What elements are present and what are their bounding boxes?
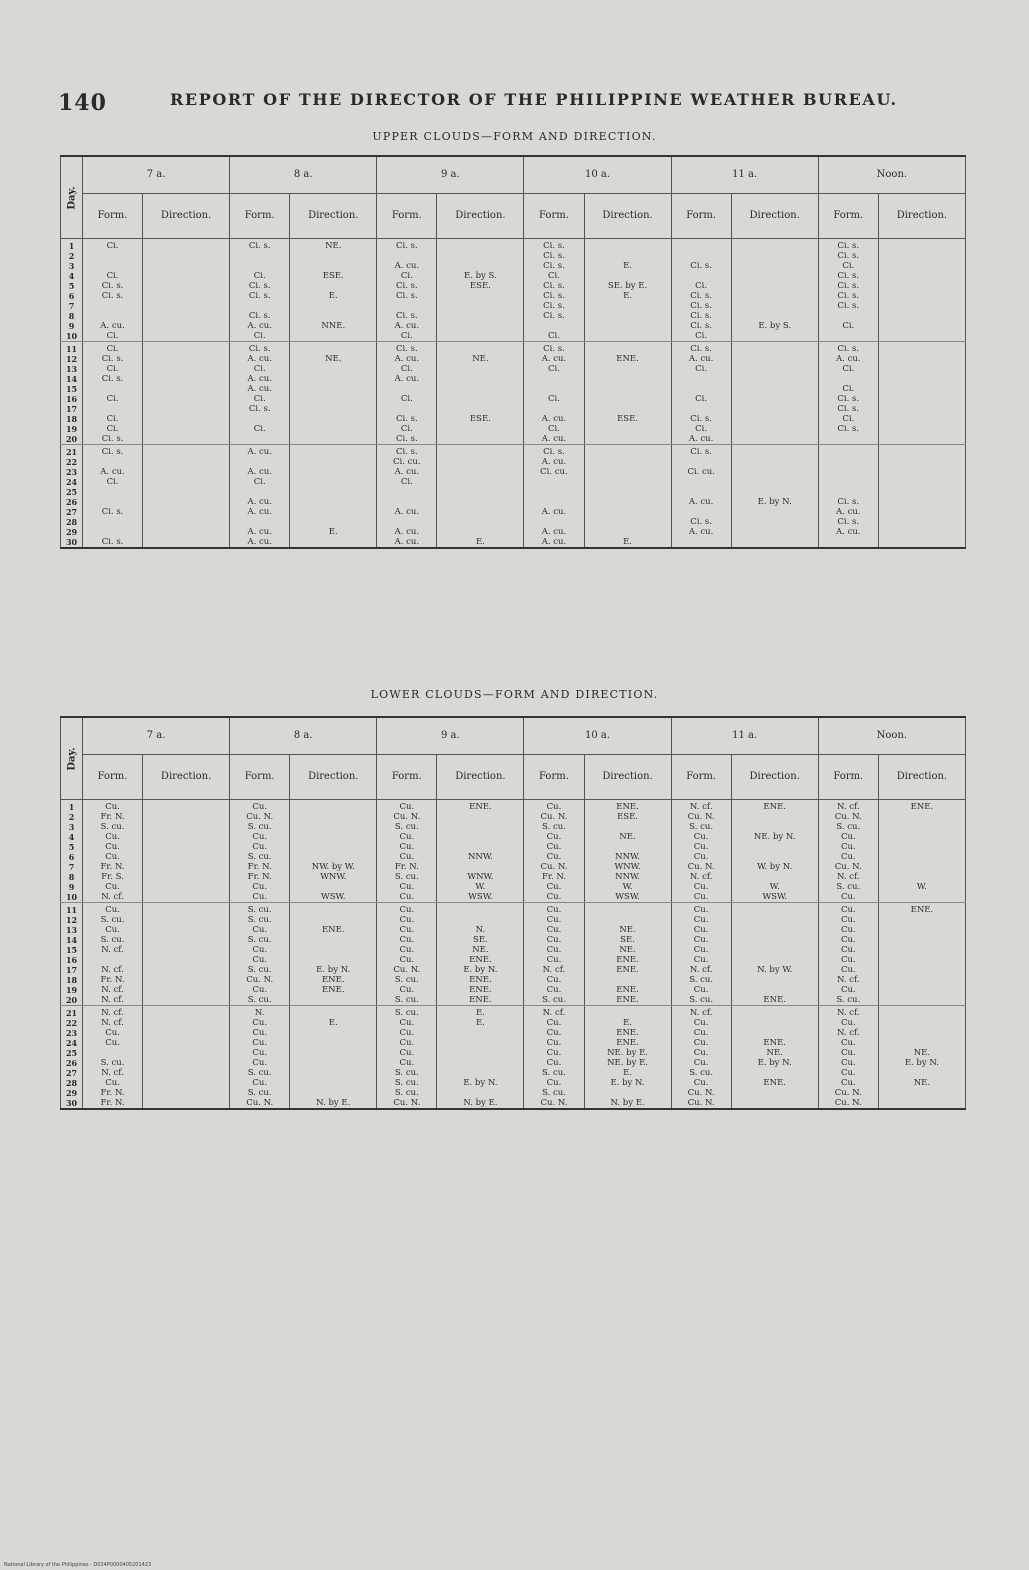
direction-cell: NE. ESE. [437,342,524,445]
form-header: Form. [83,194,143,239]
direction-cell: NW. by W. WNW. WSW. [290,800,377,903]
form-cell: Cu. Fr. N. S. cu. Cu. Cu. Cu. Fr. N. Fr. S. Cu. N. cf. [83,800,143,903]
form-cell: Ci. s. Ci. cu. A. cu. Ci. s. A. cu. [671,445,731,549]
hour-header: 9 a. [377,156,524,194]
hour-header: 8 a. [230,717,377,755]
form-cell: Ci. Ci. s. Ci. Ci. s. Ci. Ci. Ci. Ci. s. [83,342,143,445]
day-group-row [61,800,966,903]
direction-cell: N. by W. ENE. [731,903,818,1006]
direction-header: Direction. [437,755,524,800]
direction-cell: E. ENE. ENE. NE. by E. NE. by E. E. E. by N. N. by E. [584,1006,671,1110]
direction-header: Direction. [878,755,965,800]
form-cell: Ci. s. A. cu. Ci. Ci. s. Ci. s. Ci. s. A. cu. Ci. [377,239,437,342]
day-numbers: 11 12 13 14 15 16 17 18 19 20 [61,903,83,1006]
direction-cell: E. [290,445,377,549]
form-cell: Ci. s. A. cu. Ci. A. cu. A. cu. Ci. Ci. s. Ci. [230,342,290,445]
direction-cell: E. by S. ESE. [437,239,524,342]
direction-header: Direction. [584,755,671,800]
direction-cell: ENE. ESE. NE. NNW. WNW. NNW. W. WSW. [584,800,671,903]
day-numbers: 1 2 3 4 5 6 7 8 9 10 [61,800,83,903]
direction-cell: NE. SE. NE. ENE. ENE. ENE. ENE. [584,903,671,1006]
form-cell: Ci. s. A. cu. Ci. s. A. cu. [818,445,878,549]
direction-cell [878,239,965,342]
day-header [61,717,83,800]
form-header: Form. [377,755,437,800]
direction-header: Direction. [584,194,671,239]
direction-cell [143,1006,230,1110]
form-cell: Cu. Cu. N. S. cu. Cu. Cu. Cu. Cu. N. Fr. N. Cu. Cu. [524,800,584,903]
direction-cell: E. SE. by E. E. [584,239,671,342]
day-header [61,156,83,239]
direction-header: Direction. [731,194,818,239]
lower-clouds-table [60,716,966,1110]
form-cell: Ci. s. A. cu. Ci. cu. A. cu. A. cu. A. cu. [524,445,584,549]
form-cell: Ci. s. Ci. s. Ci. s. Ci. Ci. s. Ci. s. Ci. s. Ci. s. Ci. [524,239,584,342]
form-header: Form. [524,755,584,800]
direction-cell: E. N. by E. [290,1006,377,1110]
form-header: Form. [818,194,878,239]
form-cell: N. Cu. Cu. Cu. Cu. Cu. S. cu. Cu. S. cu. Cu. N. [230,1006,290,1110]
form-cell: Ci. s. Ci. s. Ci. Ci. s. Ci. s. Ci. s. Ci. s. Ci. [818,239,878,342]
hour-header: 8 a. [230,156,377,194]
direction-cell [878,445,965,549]
day-numbers: 21 22 23 24 25 26 27 28 29 30 [61,1006,83,1110]
form-cell: Ci. s. Ci. Ci. s. Ci. s. Ci. s. A. cu. Ci. [230,239,290,342]
form-header: Form. [377,194,437,239]
day-numbers: 21 22 23 24 25 26 27 28 29 30 [61,445,83,549]
form-cell: Ci. s. Ci. Ci. s. Ci. s. Ci. s. Ci. s. Ci. [671,239,731,342]
direction-header: Direction. [878,194,965,239]
day-numbers: 1 2 3 4 5 6 7 8 9 10 [61,239,83,342]
direction-header: Direction. [290,755,377,800]
hour-header: 10 a. [524,717,671,755]
hour-header: 7 a. [83,156,230,194]
form-cell: N. cf. Cu. N. S. cu. Cu. Cu. Cu. Cu. N. N. cf. Cu. Cu. [671,800,731,903]
direction-cell [143,903,230,1006]
day-numbers: 11 12 13 14 15 16 17 18 19 20 [61,342,83,445]
direction-header: Direction. [731,755,818,800]
day-group-row [61,445,966,549]
direction-cell: ENE. NE. by N. W. by N. W. WSW. [731,800,818,903]
upper-clouds-table [60,155,966,549]
hour-header: 7 a. [83,717,230,755]
hour-header: 11 a. [671,156,818,194]
form-cell: S. cu. S. cu. Cu. S. cu. Cu. Cu. S. cu. Cu. N. Cu. S. cu. [230,903,290,1006]
direction-cell: ENE. [878,903,965,1006]
direction-cell: ENE. NE. E. by N. ENE. [731,1006,818,1110]
running-title: REPORT OF THE DIRECTOR OF THE PHILIPPINE WEATHER BUREAU. [170,90,898,109]
direction-cell: N. SE. NE. ENE. E. by N. ENE. ENE. ENE. [437,903,524,1006]
direction-cell: ENE. ESE. [584,342,671,445]
hour-header: 9 a. [377,717,524,755]
day-group-row [61,239,966,342]
direction-cell [731,342,818,445]
form-cell: Ci. s. A. cu. Ci. Ci. Ci. s. Ci. s. Ci. Ci. s. [818,342,878,445]
direction-cell: ENE. E. by N. ENE. ENE. [290,903,377,1006]
direction-cell: NE. E. by N. NE. [878,1006,965,1110]
direction-cell [143,239,230,342]
direction-header: Direction. [143,194,230,239]
form-cell: Cu. Cu. Cu. Cu. Cu. Cu. N. cf. S. cu. Cu. S. cu. [671,903,731,1006]
form-cell: Ci. Ci. Ci. s. Ci. s. A. cu. Ci. [83,239,143,342]
day-group-row [61,1006,966,1110]
direction-header: Direction. [290,194,377,239]
footer-note: National Library of the Philippines · D024P0000405201423 [4,1562,152,1568]
hour-header: 10 a. [524,156,671,194]
direction-cell [143,445,230,549]
form-cell: S. cu. Cu. Cu. Cu. Cu. Cu. S. cu. S. cu. S. cu. Cu. N. [377,1006,437,1110]
direction-cell [143,342,230,445]
direction-cell: E. [437,445,524,549]
form-header: Form. [524,194,584,239]
form-cell: Cu. Cu. Cu. Cu. Cu. Cu. N. cf. Cu. Cu. S. cu. [524,903,584,1006]
form-header: Form. [671,755,731,800]
form-header: Form. [83,755,143,800]
direction-cell [143,800,230,903]
direction-cell: ENE. W. [878,800,965,903]
form-cell: N. cf. N. cf. Cu. Cu. S. cu. N. cf. Cu. Fr. N. Fr. N. [83,1006,143,1110]
hour-header-row [61,156,966,194]
direction-header: Direction. [143,755,230,800]
form-cell: N. cf. Cu. Cu. Cu. Cu. Cu. S. cu. Cu. Cu. N. Cu. N. [671,1006,731,1110]
subheader-row [61,194,966,239]
direction-cell: NE. [290,342,377,445]
subheader-row [61,755,966,800]
direction-cell: ENE. NNW. WNW. W. WSW. [437,800,524,903]
hour-header: 11 a. [671,717,818,755]
form-cell: Ci. s. A. cu. Ci. A. cu. Ci. Ci. s. Ci. Ci. s. [377,342,437,445]
direction-cell: E. by S. [731,239,818,342]
direction-cell: NE. ESE. E. NNE. [290,239,377,342]
form-cell: Ci. s. A. cu. Ci. Ci. s. Ci. s. [83,445,143,549]
form-header: Form. [230,755,290,800]
form-cell: N. cf. Cu. N. S. cu. Cu. Cu. Cu. Cu. N. N. cf. S. cu. Cu. [818,800,878,903]
hour-header: Noon. [818,717,965,755]
form-header: Form. [671,194,731,239]
form-cell: N. cf. Cu. N. cf. Cu. Cu. Cu. Cu. Cu. Cu. N. Cu. N. [818,1006,878,1110]
day-group-row [61,903,966,1006]
direction-cell: E. by N. [731,445,818,549]
form-cell: Cu. Cu. N. S. cu. Cu. Cu. S. cu. Fr. N. Fr. N. Cu. Cu. [230,800,290,903]
page-number: 140 [58,90,107,116]
form-cell: Cu. Cu. Cu. Cu. Cu. Cu. Cu. N. S. cu. Cu. S. cu. [377,903,437,1006]
hour-header-row [61,717,966,755]
day-header-label: Day. [66,746,78,771]
form-cell: Ci. s. A. cu. Ci. Ci. A. cu. Ci. A. cu. [524,342,584,445]
form-cell: A. cu. A. cu. Ci. A. cu. A. cu. A. cu. A. cu. [230,445,290,549]
form-cell: Ci. s. A. cu. Ci. Ci. Ci. s. Ci. A. cu. [671,342,731,445]
form-header: Form. [818,755,878,800]
form-cell: Cu. Cu. N. S. cu. Cu. Cu. Cu. Fr. N. S. cu. Cu. Cu. [377,800,437,903]
hour-header: Noon. [818,156,965,194]
direction-cell [878,342,965,445]
direction-cell: E. [584,445,671,549]
form-cell: N. cf. Cu. Cu. Cu. Cu. Cu. S. cu. Cu. S. cu. Cu. N. [524,1006,584,1110]
day-header-label: Day. [66,185,78,210]
form-cell: Cu. Cu. Cu. Cu. Cu. Cu. Cu. N. cf. Cu. S. cu. [818,903,878,1006]
direction-header: Direction. [437,194,524,239]
day-group-row [61,342,966,445]
form-header: Form. [230,194,290,239]
form-cell: Ci. s. Ci. cu. A. cu. Ci. A. cu. A. cu. A. cu. [377,445,437,549]
lower-clouds-title: LOWER CLOUDS—FORM AND DIRECTION. [370,688,659,701]
form-cell: Cu. S. cu. Cu. S. cu. N. cf. N. cf. Fr. N. N. cf. N. cf. [83,903,143,1006]
upper-clouds-title: UPPER CLOUDS—FORM AND DIRECTION. [372,130,657,143]
direction-cell: E. E. E. by N. N. by E. [437,1006,524,1110]
